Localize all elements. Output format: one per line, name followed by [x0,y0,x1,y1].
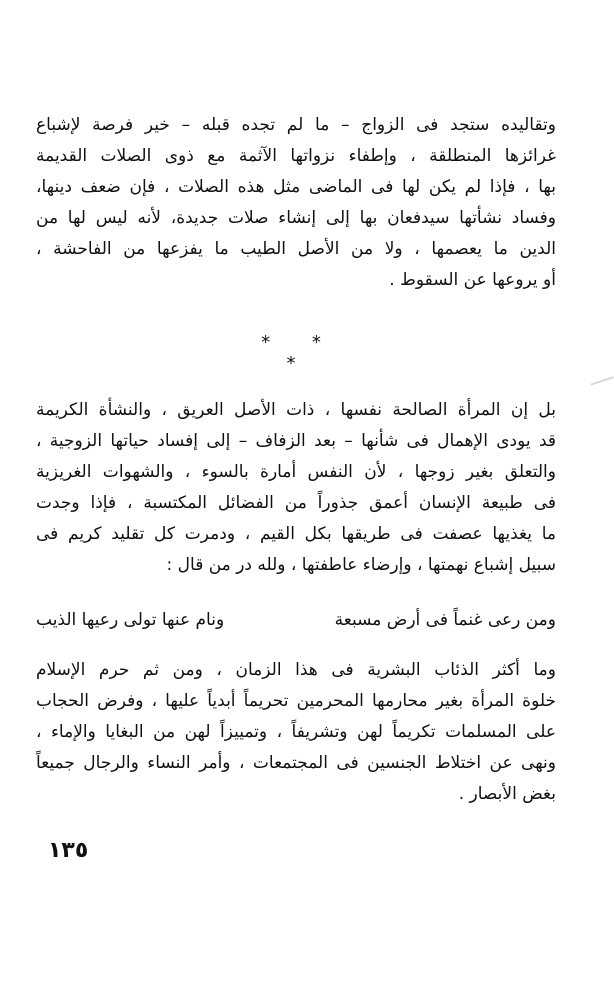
paragraph-1-line: وفساد نشأتها سيدفعان بها إلى إنشاء صلات جديدة، لأنه ليس لها من [36,208,556,228]
paragraph-2-line: سبيل إشباع نهمتها ، وإرضاء عاطفتها ، ولله در من قال : [166,555,556,575]
poetry-verse [36,605,556,636]
paragraph-1-line: الدين ما يعصمها ، ولا من الأصل الطيب ما يفزعها من الفاحشة ، [36,239,556,259]
page-number: ١٣٥ [48,838,89,863]
paragraph-1 [36,110,556,296]
paragraph-1-line: بها ، فإذا لم يكن لها فى الماضى مثل هذه الصلات ، فإن ضعف دينها، [36,177,556,197]
paragraph-1-line: وتقاليده ستجد فى الزواج – ما لم تجده قبله – خير فرصة لإشباع [36,115,556,135]
paragraph-3-line: بغض الأبصار . [458,784,556,804]
paragraph-3-line: وما أكثر الذئاب البشرية فى هذا الزمان ، ومن ثم حرم الإسلام [36,660,556,680]
paragraph-1-line: غرائزها المنطلقة ، وإطفاء نزواتها الآثمة مع ذوى الصلات القديمة [36,146,556,166]
paragraph-3-line: خلوة المرأة بغير محارمها المحرمين تحريماً أبدياً عليها ، وفرض الحجاب [36,691,556,711]
paragraph-2-line: فى طبيعة الإنسان أعمق جذوراً من الفضائل المكتسبة ، فإذا وجدت [36,493,556,513]
verse-first-hemistich: ومن رعى غنماً فى أرض مسبعة [334,610,556,630]
paragraph-1-line: أو يروعها عن السقوط . [389,270,556,290]
paragraph-2-line: بل إن المرأة الصالحة نفسها ، ذات الأصل العريق ، والنشأة الكريمة [36,400,556,420]
paragraph-3-line: على المسلمات تكريماً لهن وتشريفاً ، وتمييزاً لهن من البغايا والإماء ، [36,722,556,742]
section-separator: * * * [261,332,339,374]
paragraph-2-line: ما يغذيها عصفت فى طريقها بكل القيم ، ودمرت كل تقليد كريم فى [36,524,556,544]
paragraph-2-line: قد يودى الإهمال فى شأنها – بعد الزفاف – إلى إفساد حياتها الزوجية ، [36,431,556,451]
paragraph-3 [36,655,556,810]
paragraph-2-line: والتعلق بغير زوجها ، لأن النفس أمارة بالسوء ، والشهوات الغريزية [36,462,556,482]
paragraph-2 [36,395,556,581]
paragraph-3-line: ونهى عن اختلاط الجنسين فى المجتمعات ، وأمر النساء والرجال جميعاً [36,753,556,773]
scan-artifact [590,376,613,385]
verse-second-hemistich: ونام عنها تولى رعيها الذيب [36,610,225,630]
